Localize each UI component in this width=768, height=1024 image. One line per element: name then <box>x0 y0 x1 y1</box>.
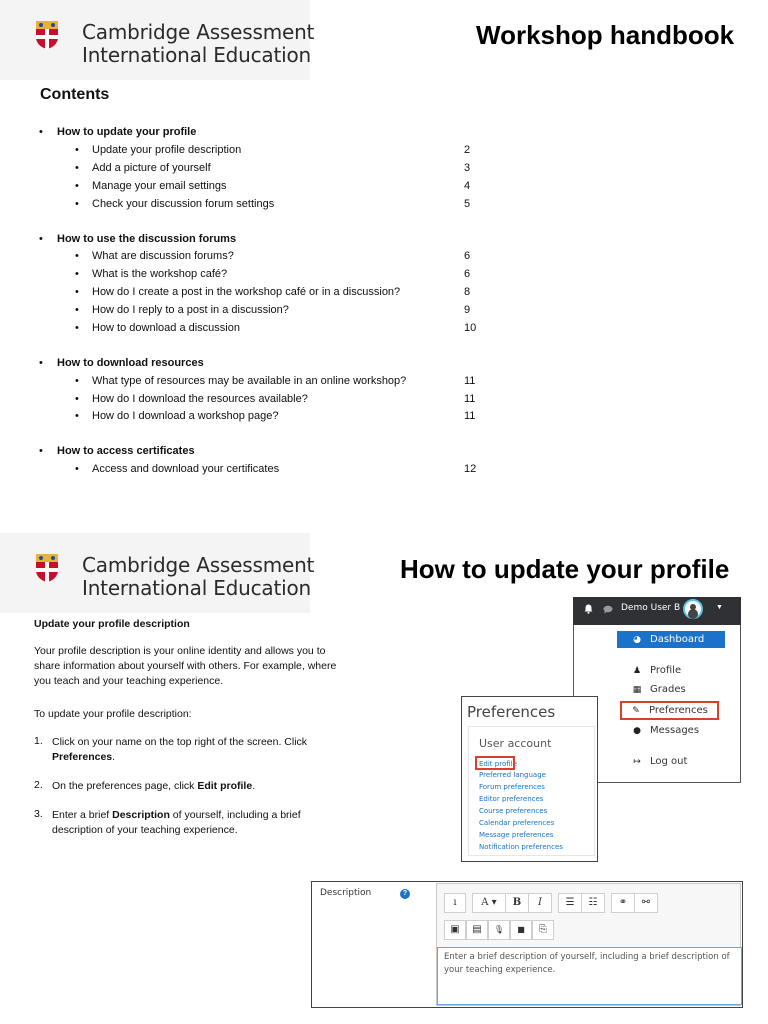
toc-page-number: 10 <box>464 322 477 334</box>
toc-item[interactable]: How do I download a workshop page? <box>92 410 279 422</box>
section-subheading: Update your profile description <box>34 618 190 630</box>
bullet: • <box>75 180 79 192</box>
record-video-button[interactable]: ■ <box>510 920 532 940</box>
link-calendar-preferences[interactable]: Calendar preferences <box>479 819 555 827</box>
comment-icon: ● <box>633 726 641 736</box>
bullet: • <box>75 410 79 422</box>
toc-item[interactable]: Access and download your certificates <box>92 463 280 475</box>
link-button[interactable]: ⚭ <box>611 893 635 913</box>
bullet: • <box>75 463 79 475</box>
toc-page-number: 6 <box>464 250 471 262</box>
toc-page-number: 3 <box>464 162 471 174</box>
bullet: • <box>75 322 79 334</box>
bullet: • <box>39 126 43 138</box>
link-course-preferences[interactable]: Course preferences <box>479 807 548 815</box>
page-title-update-profile: How to update your profile <box>400 554 730 584</box>
toc-item[interactable]: Add a picture of yourself <box>92 162 211 174</box>
bullet: • <box>39 233 43 245</box>
bold-button[interactable]: B <box>505 893 529 913</box>
toc-item[interactable]: Update your profile description <box>92 144 242 156</box>
toc-page-number: 9 <box>464 304 471 316</box>
toc-section[interactable]: How to update your profile <box>57 126 197 138</box>
wrench-icon: ✎ <box>632 706 640 716</box>
intro-paragraph: Your profile description is your online identity and allows you to share information about yourself with others. For example, where you teach and your teaching experience. <box>34 645 337 687</box>
table-icon: ▦ <box>632 685 642 695</box>
step-2: On the preferences page, click Edit profile. <box>52 780 256 792</box>
page-title-workshop-handbook: Workshop handbook <box>476 20 735 50</box>
bullet: • <box>75 250 79 262</box>
bullet: • <box>75 144 79 156</box>
toc-page-number: 2 <box>464 144 471 156</box>
toc-item[interactable]: How do I create a post in the workshop café or in a discussion? <box>92 286 401 298</box>
link-preferred-language[interactable]: Preferred language <box>479 771 546 779</box>
cambridge-shield-icon <box>35 20 59 50</box>
link-edit-profile[interactable]: Edit profile <box>479 760 517 768</box>
toc-page-number: 11 <box>464 393 476 405</box>
bullet: • <box>75 286 79 298</box>
toc-section[interactable]: How to access certificates <box>57 445 195 457</box>
cambridge-logo <box>0 533 315 613</box>
logo-line-2: International Education <box>82 576 311 600</box>
link-editor-preferences[interactable]: Editor preferences <box>479 795 544 803</box>
collapse-toolbar-button[interactable]: ı <box>444 893 466 913</box>
menu-item-grades[interactable]: ▦ Grades <box>617 681 725 698</box>
toc-page-number: 4 <box>464 180 471 192</box>
username-label[interactable]: Demo User B <box>621 603 681 613</box>
menu-item-dashboard[interactable]: ◕ Dashboard <box>617 631 725 648</box>
step-number: 2. <box>34 779 43 791</box>
toc-section[interactable]: How to use the discussion forums <box>57 233 237 245</box>
preferences-title: Preferences <box>467 703 556 721</box>
manage-files-button[interactable]: ⎘ <box>532 920 554 940</box>
italic-button[interactable]: I <box>528 893 552 913</box>
toc-item[interactable]: What are discussion forums? <box>92 250 234 262</box>
toc-item[interactable]: What is the workshop café? <box>92 268 228 280</box>
cambridge-shield-icon <box>35 553 59 583</box>
bullet: • <box>39 357 43 369</box>
bullet: • <box>75 375 79 387</box>
toc-page-number: 6 <box>464 268 471 280</box>
logo-line-2: International Education <box>82 43 311 67</box>
logo-line-1: Cambridge Assessment <box>82 20 315 44</box>
toc-page-number: 12 <box>464 463 477 475</box>
toc-page-number: 5 <box>464 198 471 210</box>
bullet: • <box>75 162 79 174</box>
avatar[interactable] <box>683 599 703 619</box>
step-3: Enter a brief Description of yourself, including a brief description of your teaching experience. <box>52 809 301 836</box>
toc-page-number: 11 <box>464 375 476 387</box>
bullet: • <box>75 393 79 405</box>
user-icon: ♟ <box>632 666 642 676</box>
step-number: 1. <box>34 735 43 747</box>
ordered-list-button[interactable]: ☷ <box>581 893 605 913</box>
logo-line-1: Cambridge Assessment <box>82 553 315 577</box>
edit-profile-highlight <box>475 756 515 770</box>
step-1: Click on your name on the top right of the screen. Click Preferences. <box>52 736 308 763</box>
help-icon[interactable]: ? <box>400 889 410 899</box>
bullet: • <box>75 268 79 280</box>
toc-item[interactable]: Check your discussion forum settings <box>92 198 275 210</box>
menu-item-logout[interactable]: ↦ Log out <box>617 753 725 770</box>
bullet: • <box>75 304 79 316</box>
chevron-down-icon[interactable]: ▼ <box>716 604 723 611</box>
paragraph-style-button[interactable]: A ▾ <box>472 893 506 913</box>
dashboard-icon: ◕ <box>633 635 641 645</box>
contents-heading: Contents <box>40 86 110 103</box>
menu-item-messages[interactable]: ● Messages <box>617 722 725 739</box>
unordered-list-button[interactable]: ☰ <box>558 893 582 913</box>
toc-item[interactable]: How do I reply to a post in a discussion? <box>92 304 289 316</box>
toc-item[interactable]: How to download a discussion <box>92 322 240 334</box>
bell-icon[interactable] <box>584 604 593 614</box>
toc-item[interactable]: How do I download the resources available? <box>92 393 308 405</box>
toc-item[interactable]: Manage your email settings <box>92 180 227 192</box>
bullet: • <box>39 445 43 457</box>
description-label: Description <box>320 888 372 898</box>
toc-section[interactable]: How to download resources <box>57 357 204 369</box>
image-button[interactable]: ▣ <box>444 920 466 940</box>
record-audio-button[interactable]: 🎙 <box>488 920 510 940</box>
chat-icon[interactable] <box>603 605 613 616</box>
link-message-preferences[interactable]: Message preferences <box>479 831 554 839</box>
lead-paragraph: To update your profile description: <box>34 708 192 720</box>
cambridge-logo <box>0 0 315 80</box>
unlink-button[interactable]: ⚯ <box>634 893 658 913</box>
step-number: 3. <box>34 808 43 820</box>
sign-out-icon: ↦ <box>633 757 641 767</box>
bullet: • <box>75 198 79 210</box>
menu-item-preferences[interactable]: ✎ Preferences <box>621 702 718 719</box>
user-account-heading: User account <box>479 737 552 750</box>
toc-page-number: 11 <box>464 410 476 422</box>
media-button[interactable]: ▤ <box>466 920 488 940</box>
toc-item[interactable]: What type of resources may be available in an online workshop? <box>92 375 407 387</box>
description-text: Enter a brief description of yourself, including a brief description of your teaching experience. <box>444 952 730 975</box>
link-forum-preferences[interactable]: Forum preferences <box>479 783 545 791</box>
menu-item-profile[interactable]: ♟ Profile <box>617 662 725 679</box>
link-notification-preferences[interactable]: Notification preferences <box>479 843 563 851</box>
toc-page-number: 8 <box>464 286 471 298</box>
